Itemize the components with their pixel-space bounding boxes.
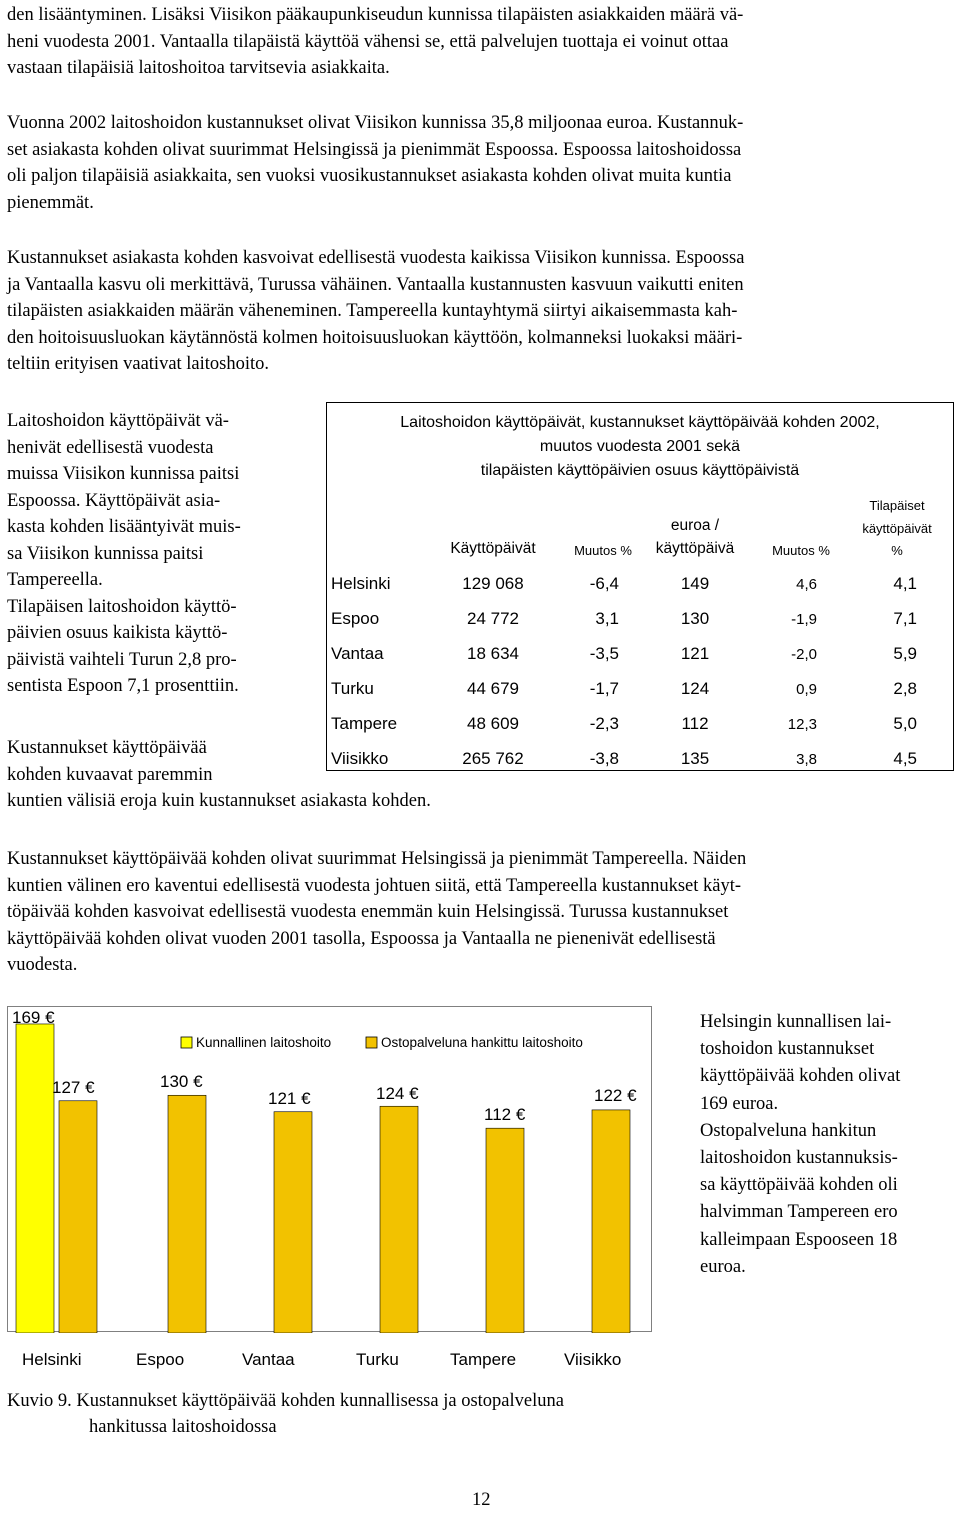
row-change2: -1,9 xyxy=(791,611,817,628)
row-days: 18 634 xyxy=(467,644,519,663)
row-city: Espoo xyxy=(331,609,380,628)
row-change1: 3,1 xyxy=(595,609,619,628)
chart-bars xyxy=(16,1024,630,1333)
row-city: Vantaa xyxy=(331,644,384,663)
chart-bar xyxy=(16,1024,54,1333)
text-line: päivien osuus kaikista käyttö- xyxy=(7,623,228,643)
col-header-euro: euroa / xyxy=(670,517,720,534)
text-line: Tampereella. xyxy=(7,570,103,590)
row-days: 265 762 xyxy=(462,749,524,768)
page-number: 12 xyxy=(472,1490,491,1510)
x-tick-label: Turku xyxy=(356,1350,399,1369)
x-tick-label: Helsinki xyxy=(22,1350,82,1369)
text-line: den hoitoisuusluokan käytännöstä kolmen hoitoisuusluokan käyttöön, kolmanneksi luokaksi määri- xyxy=(7,327,743,348)
text-line: käyttöpäivää kohden olivat xyxy=(700,1066,901,1087)
chart-data-label: 121 € xyxy=(268,1089,311,1108)
table-title-line: muutos vuodesta 2001 sekä xyxy=(539,438,741,455)
text-line: set asiakasta kohden olivat suurimmat Helsingissä ja pienimmät Espoossa. Espoossa laitoshoidossa xyxy=(7,139,742,160)
text-line: käyttöpäivää kohden olivat vuoden 2001 tasolla, Espoossa ja Vantaalla ne pienenivät edellisestä xyxy=(7,928,716,949)
text-line: euroa. xyxy=(700,1256,746,1277)
chart-bar xyxy=(168,1095,206,1333)
text-line: Kustannukset käyttöpäivää xyxy=(7,738,207,758)
text-line: kalleimpaan Espooseen 18 xyxy=(700,1229,898,1250)
text-line: heni vuodesta 2001. Vantaalla tilapäistä käyttöä vähensi se, että palvelujen tuottaja ei voinut ottaa xyxy=(7,31,729,52)
col-header-change1: Muutos % xyxy=(574,543,632,558)
row-days: 129 068 xyxy=(462,574,524,593)
chart-bar xyxy=(59,1101,97,1333)
chart-data-label: 122 € xyxy=(594,1086,637,1105)
row-change2: 3,8 xyxy=(796,751,817,768)
growth-paragraph xyxy=(7,245,955,378)
row-euro: 149 xyxy=(680,574,710,593)
x-tick-label: Espoo xyxy=(136,1350,185,1369)
text-line: päivistä vaihteli Turun 2,8 pro- xyxy=(7,649,237,670)
row-city: Turku xyxy=(331,679,374,698)
text-line: kuntien välisiä eroja kuin kustannukset asiakasta kohden. xyxy=(7,791,431,811)
caption-line: hankitussa laitoshoidossa xyxy=(89,1417,277,1437)
intro-paragraph xyxy=(7,2,955,82)
text-line: sa Viisikon kunnissa paitsi xyxy=(7,543,204,564)
row-temp: 5,0 xyxy=(893,714,917,733)
row-euro: 135 xyxy=(680,749,710,768)
bar-chart-canvas xyxy=(8,1007,653,1333)
text-line: ja Vantaalla kasvu oli merkittävä, Turussa vähäinen. Vantaalla kustannusten kasvuun vaikutti eniten xyxy=(7,274,744,295)
text-line: Tilapäisen laitoshoidon käyttö- xyxy=(7,596,237,617)
col-header-temp: Tilapäiset xyxy=(869,498,925,513)
chart-bar xyxy=(486,1128,524,1333)
row-days: 48 609 xyxy=(467,714,519,733)
row-change2: 12,3 xyxy=(787,716,817,733)
col-header-euro: käyttöpäivä xyxy=(655,540,735,557)
chart-legend xyxy=(181,1035,583,1050)
legend-label-municipal: Kunnallinen laitoshoito xyxy=(196,1035,332,1050)
chart-data-label: 127 € xyxy=(52,1078,95,1097)
row-days: 24 772 xyxy=(467,609,519,628)
caption-line: Kuvio 9. Kustannukset käyttöpäivää kohden kunnallisessa ja ostopalveluna xyxy=(7,1391,564,1411)
chart-bar xyxy=(274,1112,312,1333)
text-line: Laitoshoidon käyttöpäivät vä- xyxy=(7,411,229,431)
col-header-change2: Muutos % xyxy=(772,543,830,558)
row-change2: -2,0 xyxy=(791,646,817,663)
text-line: Kustannukset asiakasta kohden kasvoivat edellisestä vuodesta kaikissa Viisikon kunnissa. Espoossa xyxy=(7,248,745,268)
text-line: vuodesta. xyxy=(7,955,78,975)
row-city: Viisikko xyxy=(331,749,389,768)
text-line: kasta kohden lisääntyivät muis- xyxy=(7,517,241,537)
x-tick-label: Viisikko xyxy=(564,1350,622,1369)
text-line: halvimman Tampereen ero xyxy=(700,1202,898,1223)
x-tick-label: Vantaa xyxy=(242,1350,295,1369)
costs-paragraph xyxy=(7,110,955,216)
text-line: henivät edellisestä vuodesta xyxy=(7,437,214,458)
row-temp: 2,8 xyxy=(893,679,917,698)
days-cost-table xyxy=(326,402,954,771)
text-line: tilapäisten asiakkaiden määrän väheneminen. Tampereella kuntayhtymä siirtyi aikaisemmasta kah- xyxy=(7,301,738,321)
text-line: Vuonna 2002 laitoshoidon kustannukset olivat Viisikon kunnissa 35,8 miljoonaa euroa. Kustannuk- xyxy=(7,113,744,133)
row-change2: 0,9 xyxy=(796,681,817,698)
row-days: 44 679 xyxy=(467,679,519,698)
row-city: Helsinki xyxy=(331,574,391,593)
table-title-line: Laitoshoidon käyttöpäivät, kustannukset käyttöpäivää kohden 2002, xyxy=(400,414,880,431)
row-change1: -3,5 xyxy=(589,644,619,663)
chart-data-labels xyxy=(12,1008,637,1124)
table-title-line: tilapäisten käyttöpäivien osuus käyttöpäivistä xyxy=(480,462,800,479)
text-line: kuntien välinen ero kaventui edellisestä vuodesta johtuen siitä, että Tampereella kustannukset käyt- xyxy=(7,875,742,896)
col-header-temp: % xyxy=(891,543,903,558)
figure-caption xyxy=(7,1388,564,1440)
text-line: Kustannukset käyttöpäivää kohden olivat suurimmat Helsingissä ja pienimmät Tampereella. Näiden xyxy=(7,849,747,869)
text-line: sentista Espoon 7,1 prosenttiin. xyxy=(7,676,239,696)
text-line: pienemmät. xyxy=(7,192,94,213)
chart-data-label: 130 € xyxy=(160,1072,203,1091)
row-city: Tampere xyxy=(331,714,398,733)
legend-swatch-municipal xyxy=(181,1037,192,1048)
row-change1: -3,8 xyxy=(589,749,619,768)
row-change1: -1,7 xyxy=(589,679,619,698)
cost-per-day-chart xyxy=(7,1006,652,1332)
text-line: töpäivää kohden kasvoivat edellisestä vuodesta enemmän kuin Helsingissä. Turussa kustannukset xyxy=(7,902,729,922)
chart-bar xyxy=(380,1106,418,1333)
row-change2: 4,6 xyxy=(796,576,817,593)
text-line: sa käyttöpäivää kohden oli xyxy=(700,1175,898,1196)
row-change1: -6,4 xyxy=(589,574,619,593)
text-line: kohden kuvaavat paremmin xyxy=(7,764,213,785)
chart-data-label: 169 € xyxy=(12,1008,55,1027)
text-line: vastaan tilapäisiä laitoshoitoa tarvitsevia asiakkaita. xyxy=(7,58,390,78)
row-euro: 124 xyxy=(680,679,710,698)
text-line: toshoidon kustannukset xyxy=(700,1039,875,1060)
row-temp: 5,9 xyxy=(893,644,917,663)
row-temp: 4,1 xyxy=(893,574,917,593)
chart-side-text xyxy=(700,1009,900,1281)
legend-label-purchased: Ostopalveluna hankittu laitoshoito xyxy=(381,1035,583,1050)
text-line: teltiin erityisen vaativat laitoshoito. xyxy=(7,354,270,374)
text-line: Ostopalveluna hankitun xyxy=(700,1120,877,1141)
chart-data-label: 124 € xyxy=(376,1084,419,1103)
text-line: 169 euroa. xyxy=(700,1093,779,1114)
row-temp: 7,1 xyxy=(893,609,917,628)
side-text-days xyxy=(7,408,241,700)
col-header-temp: käyttöpäivät xyxy=(862,521,932,536)
per-day-paragraph xyxy=(7,846,955,979)
legend-swatch-purchased xyxy=(366,1037,377,1048)
text-line: den lisääntyminen. Lisäksi Viisikon pääkaupunkiseudun kunnissa tilapäisten asiakkaiden määrä vä- xyxy=(7,5,744,25)
text-line: Espoossa. Käyttöpäivät asia- xyxy=(7,490,221,511)
row-temp: 4,5 xyxy=(893,749,917,768)
chart-data-label: 112 € xyxy=(484,1105,526,1124)
row-change1: -2,3 xyxy=(589,714,619,733)
x-tick-label: Tampere xyxy=(450,1350,517,1369)
text-line: Helsingin kunnallisen lai- xyxy=(700,1012,892,1032)
row-euro: 112 xyxy=(681,714,709,733)
chart-bar xyxy=(592,1110,630,1333)
text-line: oli paljon tilapäisiä asiakkaita, sen vuoksi vuosikustannukset asiakasta kohden olivat muita kuntia xyxy=(7,166,732,186)
row-euro: 130 xyxy=(680,609,710,628)
text-line: laitoshoidon kustannuksis- xyxy=(700,1148,898,1169)
row-euro: 121 xyxy=(680,644,710,663)
col-header-days: Käyttöpäivät xyxy=(450,540,536,557)
text-line: muissa Viisikon kunnissa paitsi xyxy=(7,464,240,484)
